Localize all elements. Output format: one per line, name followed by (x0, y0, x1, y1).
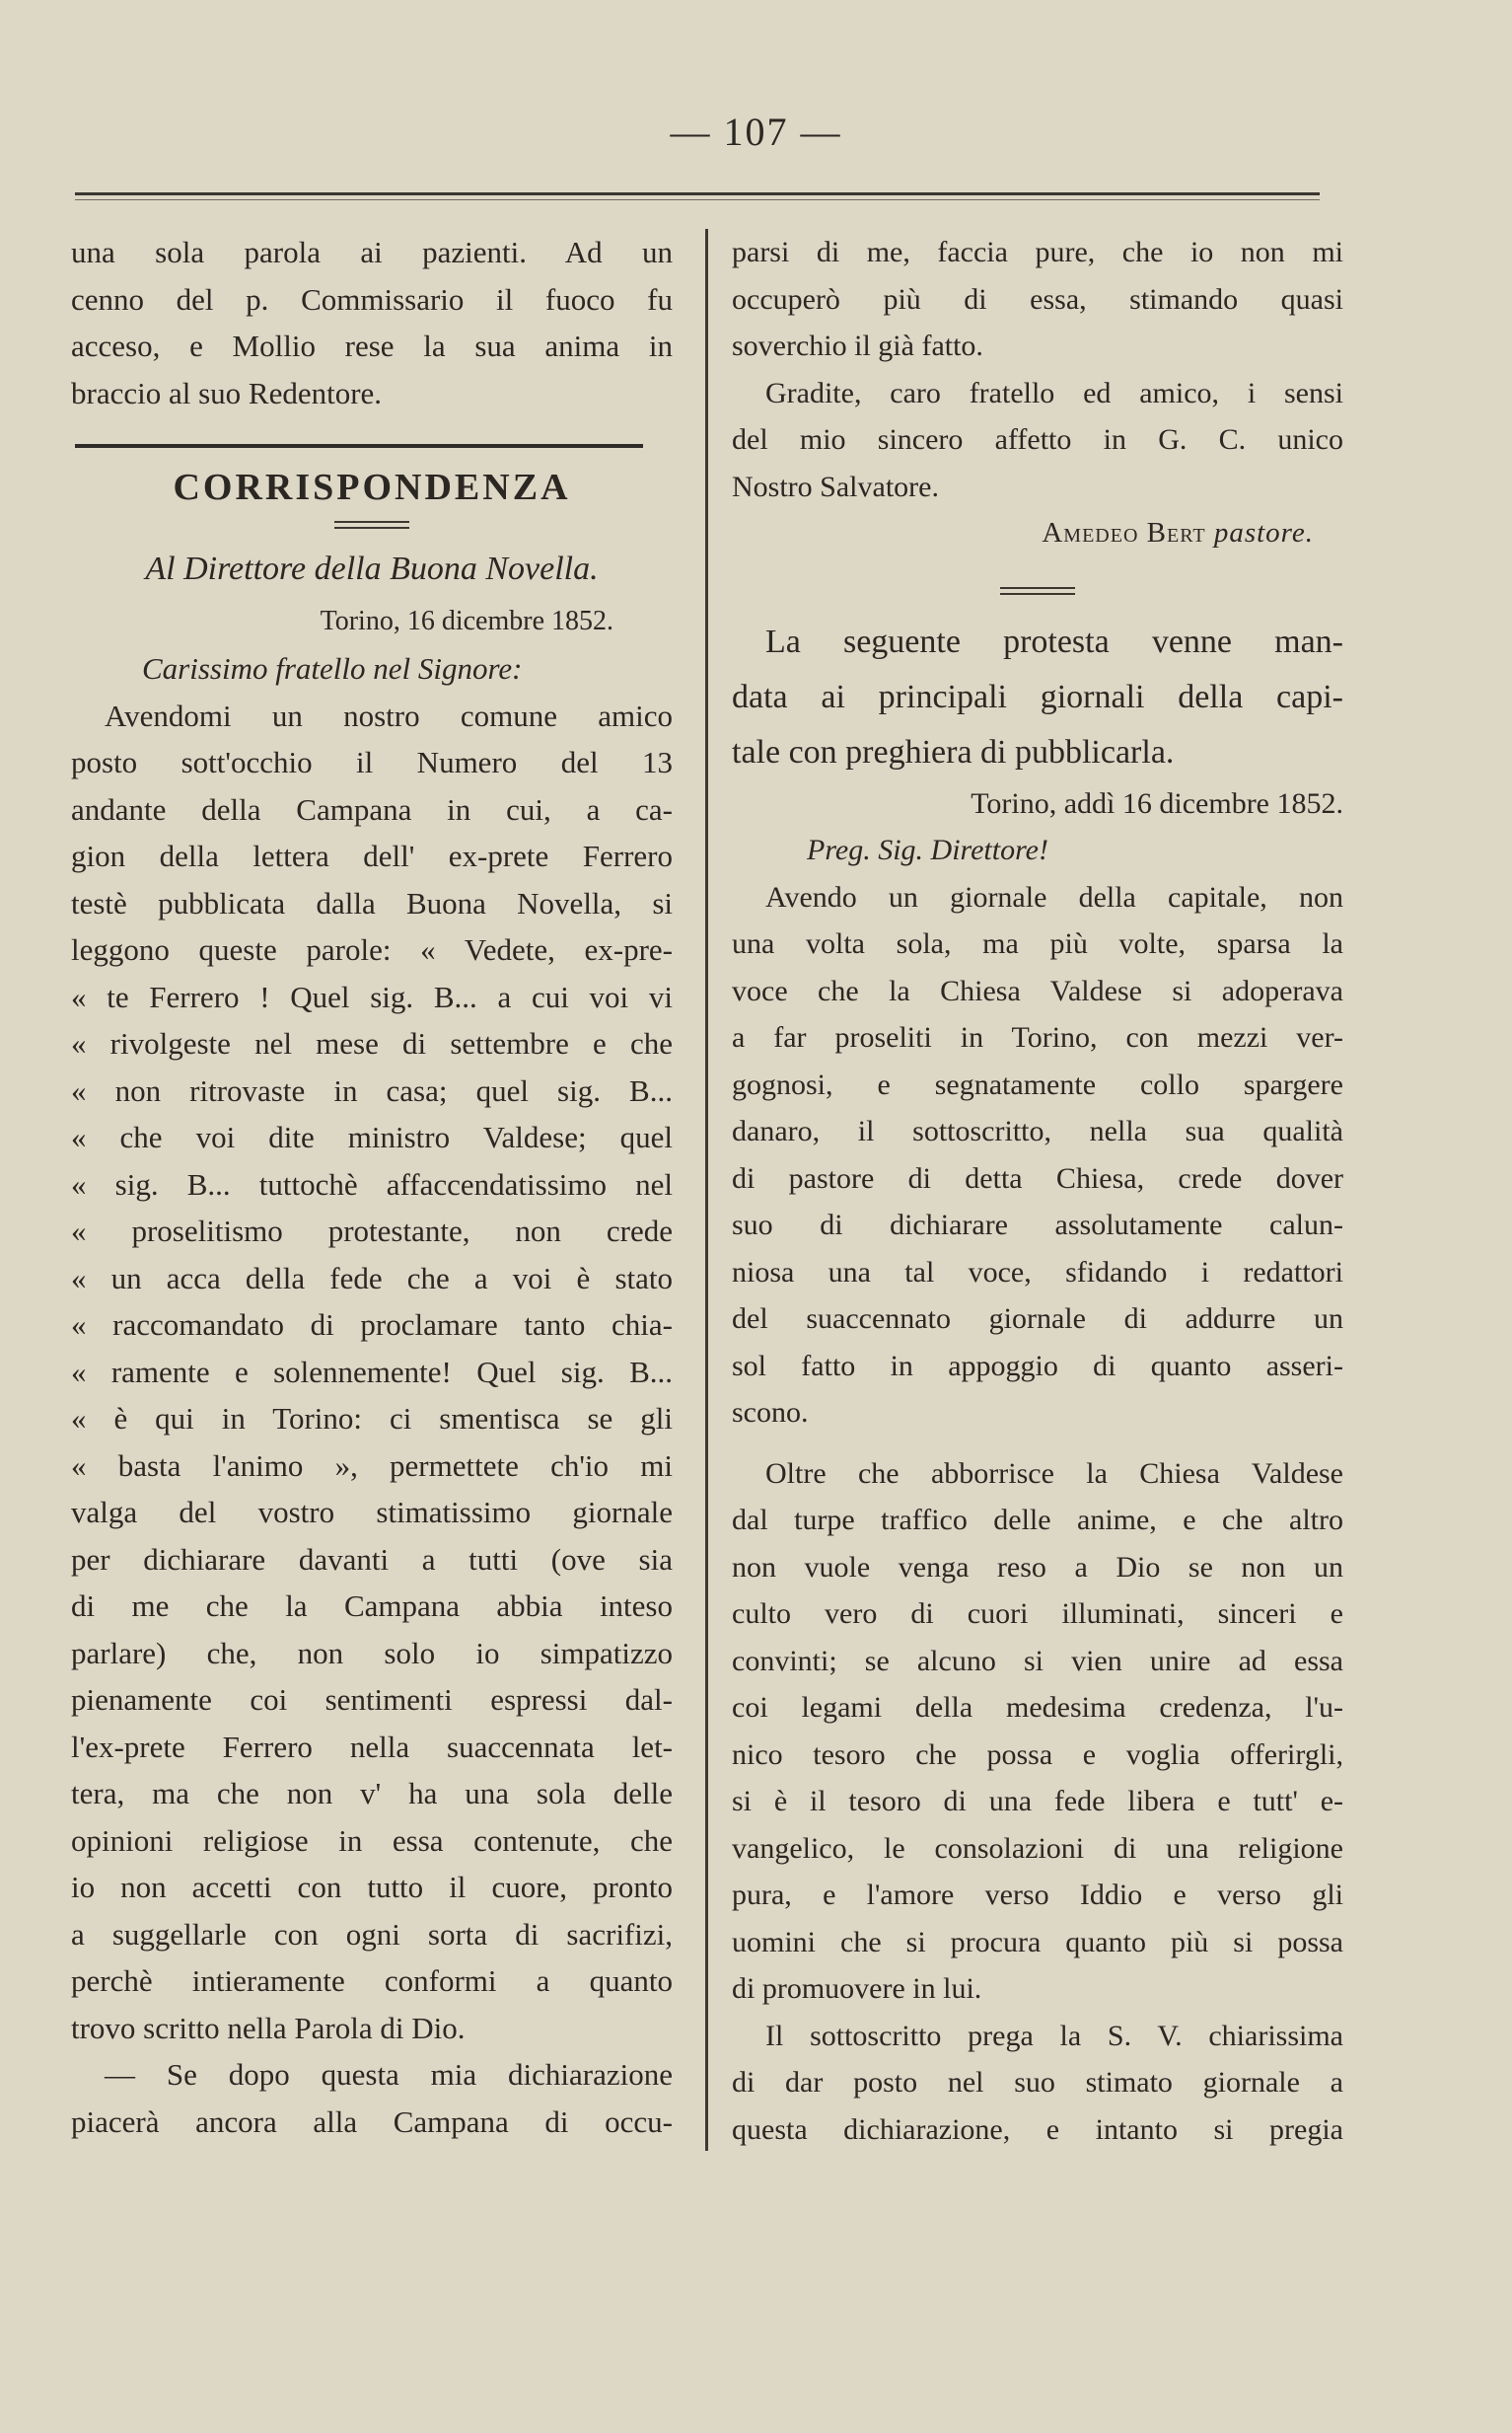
left-intro-paragraph (71, 229, 673, 416)
letter-body (71, 693, 673, 2146)
text-line: niosa una tal voce, sfidando i redattori (732, 1255, 1343, 1289)
text-line: Avendo un giornale della capitale, non (765, 880, 1343, 914)
text-line: opinioni religiose in essa contenute, che (71, 1822, 673, 1858)
text-line: culto vero di cuori illuminati, sinceri e (732, 1597, 1343, 1630)
text-line: di pastore di detta Chiesa, crede dover (732, 1161, 1343, 1195)
protest-paragraph-1 (732, 874, 1343, 1437)
text-line: dal turpe traffico delle anime, e che altro (732, 1504, 1343, 1536)
text-line: « basta l'animo », permettete ch'io mi (71, 1447, 673, 1483)
protest-date: Torino, addì 16 dicembre 1852. (971, 786, 1343, 820)
text-line: di me che la Campana abbia inteso (71, 1588, 673, 1623)
text-line: cenno del p. Commissario il fuoco fu (71, 281, 673, 317)
text-line: vangelico, le consolazioni di una religione (732, 1831, 1343, 1865)
text-line: Avendomi un nostro comune amico (105, 698, 673, 733)
text-line: una sola parola ai pazienti. Ad un (71, 235, 673, 269)
text-line: voce che la Chiesa Valdese si adoperava (732, 974, 1343, 1007)
text-line: Nostro Salvatore. (732, 470, 939, 503)
text-line: a suggellarle con ogni sorta di sacrifizi, (71, 1916, 673, 1952)
text-line: questa dichiarazione, e intanto si pregia (732, 2112, 1343, 2146)
text-line: data ai principali giornali della capi- (732, 678, 1343, 715)
text-line: andante della Campana in cui, a ca- (71, 791, 673, 827)
text-line: trovo scritto nella Parola di Dio. (71, 2010, 466, 2045)
section-rule (75, 444, 643, 448)
text-line: occuperò più di essa, stimando quasi (732, 282, 1343, 316)
text-line: acceso, e Mollio rese la sua anima in (71, 329, 673, 363)
left-column (71, 229, 673, 2145)
text-line: del mio sincero affetto in G. C. unico (732, 423, 1343, 456)
text-line: « rivolgeste nel mese di settembre e che (71, 1026, 673, 1061)
text-line: « non ritrovaste in casa; quel sig. B... (71, 1072, 673, 1108)
text-line: coi legami della medesima credenza, l'u- (732, 1691, 1343, 1724)
column-divider (705, 229, 708, 2151)
text-line: parlare) che, non solo io simpatizzo (71, 1635, 673, 1670)
text-line: « raccomandato di proclamare tanto chia- (71, 1307, 673, 1342)
text-line: « ramente e solennemente! Quel sig. B... (71, 1354, 673, 1389)
letter-salutation: Carissimo fratello nel Signore: (142, 651, 523, 686)
text-line: danaro, il sottoscritto, nella sua qualità (732, 1115, 1343, 1147)
page-number: — 107 — (670, 110, 842, 154)
letter-body-continued (732, 229, 1343, 510)
text-line: tera, ma che non v' ha una sola delle (71, 1776, 673, 1810)
text-line: di dar posto nel suo stimato giornale a (732, 2066, 1343, 2099)
text-line: « te Ferrero ! Quel sig. B... a cui voi vi (71, 979, 673, 1014)
text-line: gion della lettera dell' ex-prete Ferrero (71, 839, 673, 873)
protest-paragraph-2 (732, 1450, 1343, 2013)
header-rule (75, 192, 1320, 195)
text-line: io non accetti con tutto il cuore, pronto (71, 1870, 673, 1904)
text-line: uomini che si procura quanto più si possa (732, 1925, 1343, 1958)
text-line: Oltre che abborrisce la Chiesa Valdese (765, 1456, 1343, 1490)
text-line: pienamente coi sentimenti espressi dal- (71, 1682, 673, 1717)
protest-paragraph-3 (732, 2013, 1343, 2154)
text-line: suo di dichiarare assolutamente calun- (732, 1209, 1343, 1241)
letter-date: Torino, 16 dicembre 1852. (320, 606, 613, 636)
double-dash-divider (1000, 587, 1075, 595)
text-line: del suaccennato giornale di addurre un (732, 1302, 1343, 1335)
text-line: soverchio il già fatto. (732, 330, 983, 362)
letter-addressee: Al Direttore della Buona Novella. (145, 551, 599, 587)
signature-name: Amedeo Bert (1042, 517, 1206, 549)
letter-signature (732, 510, 1343, 557)
text-line: non vuole venga reso a Dio se non un (732, 1550, 1343, 1584)
text-line: perchè intieramente conformi a quanto (71, 1963, 673, 1998)
text-line: l'ex-prete Ferrero nella suaccennata let- (71, 1729, 673, 1764)
text-line: nico tesoro che possa e voglia offerirgli, (732, 1737, 1343, 1771)
text-line: gognosi, e segnatamente collo spargere (732, 1068, 1343, 1101)
text-line: — Se dopo questa mia dichiarazione (105, 2057, 673, 2092)
paragraph-gap (732, 1437, 1343, 1450)
protest-salutation: Preg. Sig. Direttore! (807, 834, 1048, 866)
section-title: CORRISPONDENZA (173, 467, 571, 508)
text-line: Gradite, caro fratello ed amico, i sensi (765, 376, 1343, 409)
double-dash-divider (334, 521, 409, 529)
text-line: « un acca della fede che a voi è stato (71, 1260, 673, 1295)
text-line: valga del vostro stimatissimo giornale (71, 1495, 673, 1529)
text-line: piacerà ancora alla Campana di occu- (71, 2103, 673, 2139)
text-line: parsi di me, faccia pure, che io non mi (732, 236, 1343, 268)
text-line: Il sottoscritto prega la S. V. chiarissima (765, 2019, 1343, 2052)
text-line: una volta sola, ma più volte, sparsa la (732, 927, 1343, 960)
text-line: convinti; se alcuno si vien unire ad essa (732, 1644, 1343, 1677)
signature-role: pastore. (1213, 517, 1314, 549)
text-line: leggono queste parole: « Vedete, ex-pre- (71, 932, 673, 967)
text-line: pura, e l'amore verso Iddio e verso gli (732, 1879, 1343, 1911)
text-line: per dichiarare davanti a tutti (ove sia (71, 1541, 673, 1577)
text-line: si è il tesoro di una fede libera e tutt' e- (732, 1785, 1343, 1817)
text-line: La seguente protesta venne man- (765, 623, 1343, 660)
right-column (732, 229, 1343, 2153)
text-line: testè pubblicata dalla Buona Novella, si (71, 885, 673, 921)
protest-intro (732, 615, 1343, 780)
text-line: sol fatto in appoggio di quanto asseri- (732, 1349, 1343, 1382)
text-line: « sig. B... tuttochè affaccendatissimo nel (71, 1166, 673, 1202)
text-line: di promuovere in lui. (732, 1972, 982, 2005)
text-line: a far proseliti in Torino, con mezzi ver- (732, 1021, 1343, 1054)
text-line: braccio al suo Redentore. (71, 375, 383, 410)
text-line: posto sott'occhio il Numero del 13 (71, 745, 673, 779)
text-line: « è qui in Torino: ci smentisca se gli (71, 1401, 673, 1436)
text-line: « che voi dite ministro Valdese; quel (71, 1120, 673, 1154)
text-line: « proselitismo protestante, non crede (71, 1214, 673, 1248)
text-line: tale con preghiera di pubblicarla. (732, 733, 1175, 771)
text-line: scono. (732, 1396, 809, 1429)
